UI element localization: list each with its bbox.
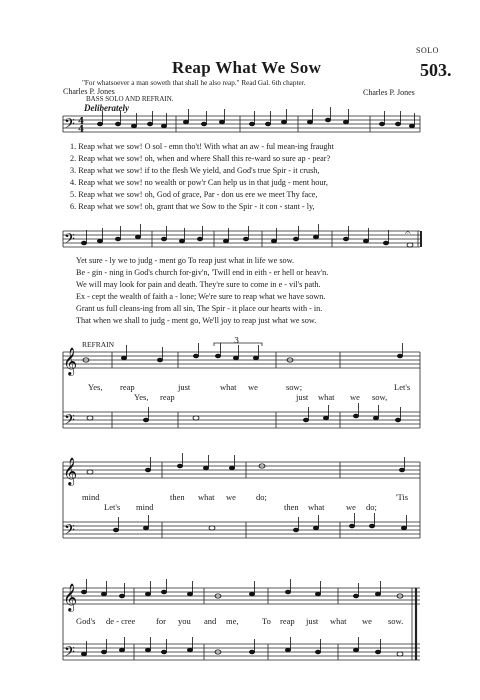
lyric-word: what bbox=[308, 502, 325, 512]
bass-clef-icon: 𝄢 bbox=[64, 522, 75, 542]
lyric-word: then bbox=[170, 492, 185, 502]
lyric-word: sow, bbox=[372, 392, 388, 402]
lyric-word: Yes, bbox=[134, 392, 149, 402]
lyric-word: we bbox=[350, 392, 360, 402]
lyric-word: me, bbox=[226, 616, 239, 626]
lyric-word: reap bbox=[280, 616, 295, 626]
verse-2-line-2: Be - gin - ning in God's church for-giv'n, 'Twill end in eith - er hell or heav'n. bbox=[76, 268, 329, 277]
lyric-word: we bbox=[362, 616, 372, 626]
verse-2-line-1: 2. Reap what we sow! oh, when and where Shall this re-ward so sure ap - pear? bbox=[70, 154, 331, 163]
tempo-marking: Deliberately bbox=[84, 103, 129, 113]
hymn-number: 503. bbox=[420, 60, 452, 80]
solo-label: SOLO bbox=[416, 46, 439, 55]
lyric-word: and bbox=[204, 616, 217, 626]
lyric-word: mind bbox=[82, 492, 100, 502]
bass-clef-icon: 𝄢 bbox=[64, 644, 75, 664]
lyric-word: what bbox=[330, 616, 347, 626]
lyric-word: mind bbox=[136, 502, 154, 512]
bass-clef-icon: 𝄢 bbox=[64, 231, 75, 251]
refrain-system-1 bbox=[63, 352, 420, 428]
svg-text:4: 4 bbox=[78, 125, 85, 135]
lyric-word: sow. bbox=[388, 616, 404, 626]
lyric-word: reap bbox=[120, 382, 135, 392]
verse-1-line-1: 1. Reap what we sow! O sol - emn tho't! With what an aw - ful mean-ing fraught bbox=[70, 142, 334, 151]
lyric-word: do; bbox=[256, 492, 267, 502]
lyric-word: we bbox=[346, 502, 356, 512]
lyric-word: To bbox=[262, 616, 271, 626]
treble-clef-icon: 𝄞 bbox=[63, 583, 78, 611]
svg-text:4: 4 bbox=[78, 117, 85, 127]
bass-clef-icon: 𝄢 bbox=[64, 412, 75, 432]
lyric-word: reap bbox=[160, 392, 175, 402]
lyric-word: just bbox=[178, 382, 191, 392]
scripture-quote: "For whatsoever a man soweth that shall he also reap." Read Gal. 6th chapter. bbox=[82, 79, 306, 87]
hymn-title: Reap What We Sow bbox=[172, 58, 322, 77]
lyric-word: what bbox=[220, 382, 237, 392]
verse-3-line-2: We will may look for pain and death. They're sure to come in e - vil's path. bbox=[76, 280, 321, 289]
lyric-word: Let's bbox=[104, 502, 121, 512]
lyric-word: we bbox=[248, 382, 258, 392]
refrain-label: REFRAIN bbox=[82, 340, 115, 349]
lyric-word: Yes, bbox=[88, 382, 103, 392]
lyric-word: God's bbox=[76, 616, 96, 626]
voicing-note: BASS SOLO AND REFRAIN. bbox=[86, 95, 174, 103]
verse-1-line-2: Yet sure - ly we to judg - ment go To reap just what in life we sow. bbox=[76, 256, 295, 265]
verse-5-line-2: Grant us full cleans-ing from all sin, The Spir - it place our hearts with - in. bbox=[76, 304, 323, 313]
lyric-word: then bbox=[284, 502, 299, 512]
verse-3-line-1: 3. Reap what we sow! if to the flesh We yield, and God's true Spir - it crush, bbox=[70, 166, 320, 175]
lyric-word: we bbox=[226, 492, 236, 502]
lyric-word: do; bbox=[366, 502, 377, 512]
lyric-word: sow; bbox=[286, 382, 303, 392]
verse-4-line-1: 4. Reap what we sow! no wealth or pow'r Can help us in that judg - ment hour, bbox=[70, 178, 328, 187]
lyric-word: just bbox=[296, 392, 309, 402]
lyric-word: 'Tis bbox=[396, 492, 409, 502]
lyric-word: you bbox=[178, 616, 191, 626]
verse-4-line-2: Ex - cept the wealth of faith a - lone; We're sure to reap what we have sown. bbox=[76, 292, 326, 301]
treble-clef-icon: 𝄞 bbox=[63, 347, 78, 375]
lyricist: Charles P. Jones bbox=[63, 87, 115, 96]
lyric-word: Let's bbox=[394, 382, 411, 392]
refrain-system-2 bbox=[63, 462, 420, 538]
lyric-word: de - cree bbox=[106, 616, 136, 626]
triplet-mark: 3 bbox=[234, 336, 240, 345]
lyric-word: just bbox=[306, 616, 319, 626]
lyric-word: what bbox=[198, 492, 215, 502]
verse-6-line-2: That when we shall to judg - ment go, We'll joy to reap just what we sow. bbox=[76, 316, 317, 325]
verse-5-line-1: 5. Reap what we sow! oh, God of grace, Par - don us ere we meet Thy face, bbox=[70, 190, 318, 199]
fermata-icon: 𝄐 bbox=[405, 228, 411, 239]
treble-clef-icon: 𝄞 bbox=[63, 457, 78, 485]
composer: Charles P. Jones bbox=[363, 88, 415, 97]
bass-clef-icon: 𝄢 bbox=[64, 116, 75, 136]
lyric-word: for bbox=[156, 616, 166, 626]
lyric-word: what bbox=[318, 392, 335, 402]
verse-6-line-1: 6. Reap what we sow! oh, grant that we Sow to the Spir - it con - stant - ly, bbox=[70, 202, 315, 211]
